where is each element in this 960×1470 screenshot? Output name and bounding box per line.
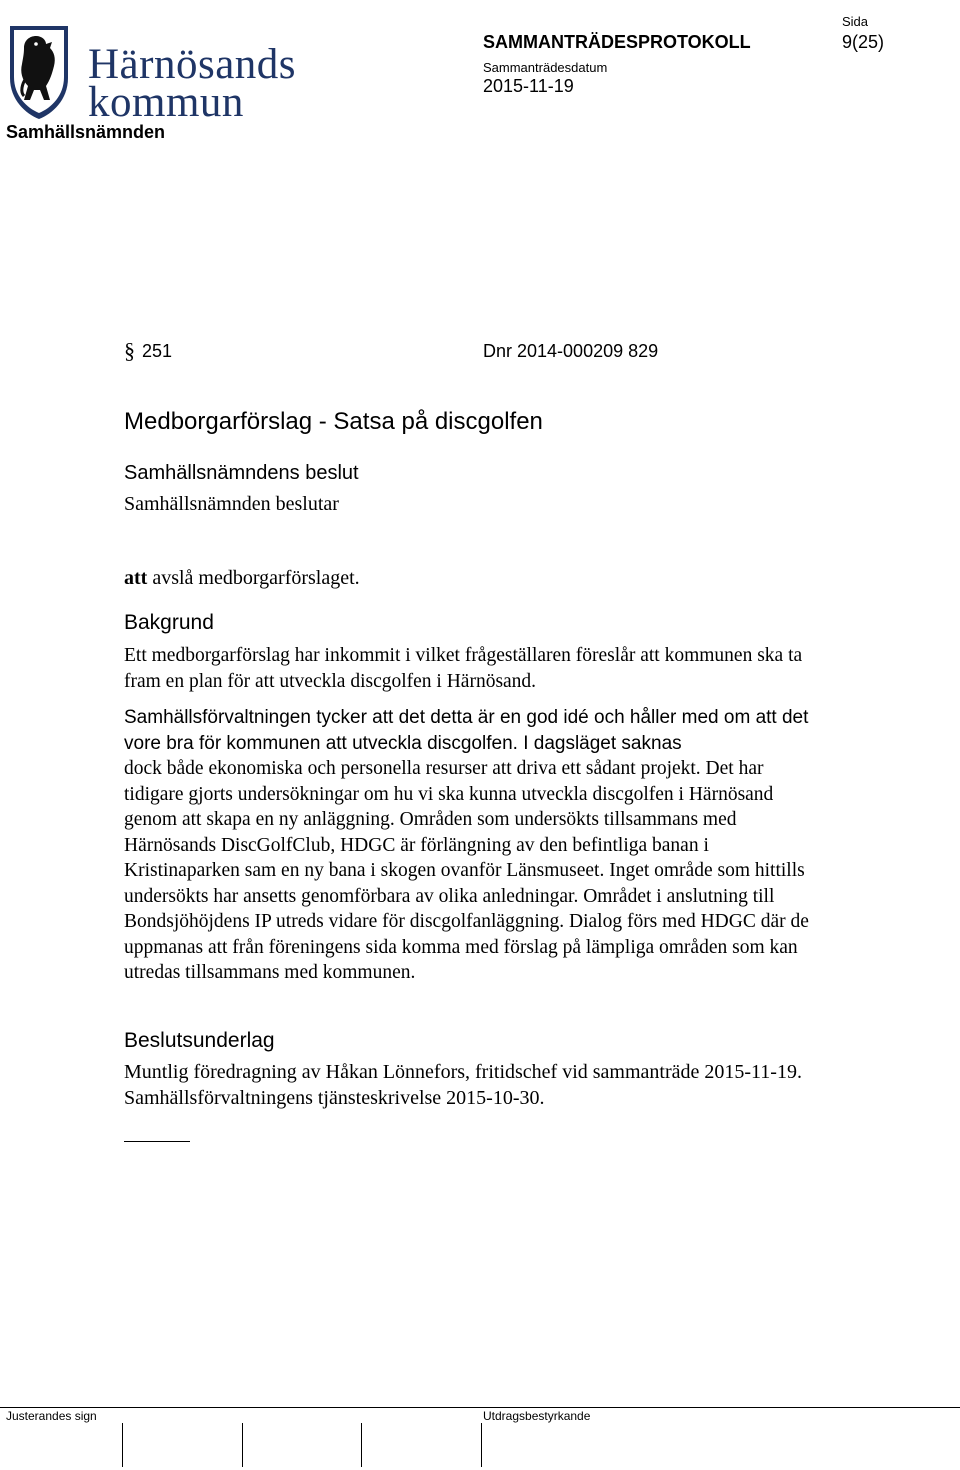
meeting-date-value: 2015-11-19 [483, 76, 574, 96]
item-title: Medborgarförslag - Satsa på discgolfen [124, 408, 543, 435]
page-number: 9(25) [842, 32, 885, 52]
background-paragraph-2-start: Samhällsförvaltningen tycker att det detta är en god idé och håller med om att det vore bra för kommunen att utveckla discgolfen. I dagsläget saknas [124, 707, 809, 754]
extract-certification-label: Utdragsbestyrkande [483, 1409, 591, 1423]
decision-att: att [124, 567, 148, 589]
paragraph-number: 251 [142, 341, 173, 361]
signature-box-divider [242, 1423, 243, 1467]
basis-text: Muntlig föredragning av Håkan Lönnefors, fritidschef vid sammanträde 2015-11-19. Samhällsförvaltningens tjänsteskrivelse 2015-10-30. [124, 1061, 802, 1109]
signature-box-divider [122, 1423, 123, 1467]
background-heading: Bakgrund [124, 611, 214, 634]
footer-rule [0, 1407, 960, 1408]
signature-box-divider [481, 1423, 482, 1467]
decision-text [124, 567, 360, 590]
decision-body: avslå medborgarförslaget. [147, 567, 360, 589]
background-paragraph-2-rest: dock både ekonomiska och personella resurser att driva ett sådant projekt. Det har tidigare gjorts undersökningar om hu vi ska kunna utveckla discgolfen i Härnösand genom att skapa en ny anläggning. Områden som undersökts tillsammans med Härnösands DiscGolfClub, HDGC är förlängning av den befintliga banan i Kristinaparken sam en ny bana i skogen ovanför Länsmuseet. Inget område som hittills undersökts har ansetts genomförbara av olika anledningar. Området i anslutning till Bondsjöhöjdens IP utreds vidare för discgolfanläggning. Dialog förs med HDGC där de uppmanas att från föreningens sida komma med förslag på lämpliga områden som kan utredas tillsammans med kommunen. [124, 758, 809, 983]
logo-wordmark-line-2: kommun [88, 79, 244, 126]
signature-box-divider [361, 1423, 362, 1467]
basis-heading: Beslutsunderlag [124, 1029, 275, 1052]
decision-heading: Samhällsnämndens beslut [124, 462, 359, 484]
decision-intro: Samhällsnämnden beslutar [124, 493, 339, 515]
background-paragraph-1: Ett medborgarförslag har inkommit i vilket frågeställaren föreslår att kommunen ska ta fram en plan för att utveckla discgolfen i Härnösand. [124, 645, 803, 692]
committee-name: Samhällsnämnden [6, 122, 166, 142]
svg-text:§: § [124, 340, 135, 362]
page-label: Sida [842, 14, 869, 29]
section-sign-icon [124, 340, 138, 362]
municipality-logo [6, 22, 297, 126]
meeting-date-label: Sammanträdesdatum [483, 60, 608, 75]
signature-label: Justerandes sign [6, 1409, 97, 1423]
document-type: SAMMANTRÄDESPROTOKOLL [483, 32, 751, 52]
coat-of-arms-icon [6, 22, 72, 120]
diary-number: Dnr 2014-000209 829 [483, 341, 659, 361]
logo-wordmark-line-1: Härnösands [88, 41, 297, 88]
closing-rule [124, 1141, 190, 1142]
